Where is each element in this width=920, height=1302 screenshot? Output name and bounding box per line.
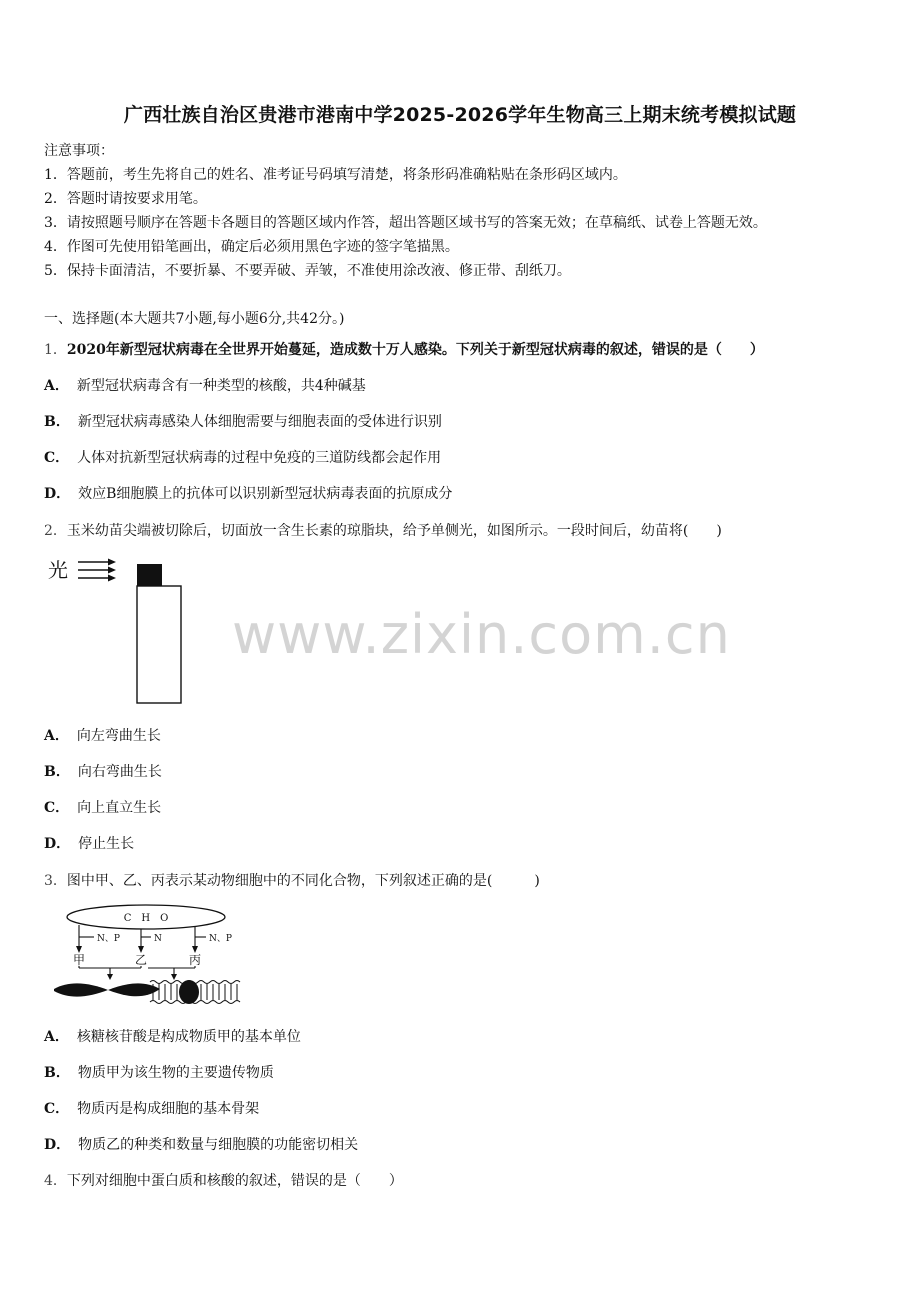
option-letter: D．	[44, 836, 71, 852]
note-item-5: 5．保持卡面清洁，不要折暴、不要弄破、弄皱，不准使用涂改液、修正带、刮纸刀。	[44, 263, 571, 279]
option-text: 物质乙的种类和数量与细胞膜的功能密切相关	[78, 1137, 359, 1153]
option-letter: A．	[44, 728, 69, 744]
question-4	[44, 1170, 403, 1190]
option-letter: B．	[44, 1065, 70, 1081]
page-title: 广西壮族自治区贵港市港南中学2025-2026学年生物高三上期末统考模拟试题	[123, 104, 797, 126]
option-text: 向右弯曲生长	[77, 764, 162, 780]
watermark: www.zixin.com.cn	[232, 603, 731, 666]
compound-bing: 丙	[189, 953, 202, 967]
q3-option-a	[44, 1026, 301, 1046]
option-text: 核糖核苷酸是构成物质甲的基本单位	[76, 1029, 301, 1045]
option-text: 新型冠状病毒含有一种类型的核酸，共4种碱基	[76, 378, 366, 394]
light-arrows-icon	[78, 559, 116, 582]
note-item-1: 1．答题前，考生先将自己的姓名、准考证号码填写清楚，将条形码准确粘贴在条形码区域内。	[44, 167, 627, 183]
option-text: 人体对抗新型冠状病毒的过程中免疫的三道防线都会起作用	[77, 450, 442, 466]
option-text: 向左弯曲生长	[76, 728, 161, 744]
note-item-4: 4．作图可先使用铅笔画出，确定后必须用黑色字迹的签字笔描黑。	[44, 239, 459, 255]
note-item-3: 3．请按照题号顺序在答题卡各题目的答题区域内作答，超出答题区域书写的答案无效；在草稿纸、试卷上答题无效。	[44, 215, 767, 231]
light-label: 光	[48, 558, 68, 582]
option-text: 物质甲为该生物的主要遗传物质	[77, 1065, 274, 1081]
question-2	[44, 520, 722, 540]
question-number: 1．	[44, 342, 67, 358]
arrow-label-np-1: N、P	[97, 934, 120, 944]
question-stem: 玉米幼苗尖端被切除后，切面放一含生长素的琼脂块，给予单侧光，如图所示。一段时间后，幼苗将( )	[66, 523, 722, 539]
question-stem: 2020年新型冠状病毒在全世界开始蔓延，造成数十万人感染。下列关于新型冠状病毒的叙述，错误的是（ ）	[66, 342, 764, 358]
question-number: 3．	[44, 873, 67, 889]
option-letter: C．	[44, 800, 70, 816]
agar-block	[137, 564, 162, 586]
question-1	[44, 339, 764, 359]
option-letter: A．	[44, 378, 69, 394]
question-number: 2．	[44, 523, 67, 539]
q3-option-d	[44, 1134, 358, 1154]
question-3	[44, 870, 540, 890]
q2-option-a	[44, 725, 161, 745]
option-text: 物质丙是构成细胞的基本骨架	[77, 1101, 260, 1117]
option-letter: D．	[44, 1137, 71, 1153]
option-letter: B．	[44, 414, 70, 430]
option-text: 效应B细胞膜上的抗体可以识别新型冠状病毒表面的抗原成分	[78, 486, 453, 502]
q2-option-d	[44, 833, 134, 853]
notes-heading: 注意事项：	[44, 143, 114, 159]
seedling-stem	[137, 586, 181, 703]
option-letter: D．	[44, 486, 71, 502]
q1-option-d	[44, 483, 452, 503]
q2-option-c	[44, 797, 161, 817]
section-heading: 一、选择题(本大题共7小题,每小题6分,共42分。)	[44, 311, 345, 327]
compound-jia: 甲	[73, 953, 86, 967]
option-letter: C．	[44, 1101, 70, 1117]
question-stem: 下列对细胞中蛋白质和核酸的叙述，错误的是（ ）	[66, 1173, 403, 1189]
arrow-label-n: N	[154, 934, 162, 944]
option-letter: A．	[44, 1029, 69, 1045]
question-number: 4．	[44, 1173, 67, 1189]
q3-option-b	[44, 1062, 274, 1082]
arrow-label-np-2: N、P	[209, 934, 232, 944]
chromosome-icon	[54, 983, 160, 996]
seedling-light-figure	[44, 556, 194, 708]
question-stem: 图中甲、乙、丙表示某动物细胞中的不同化合物，下列叙述正确的是( )	[66, 873, 540, 889]
elements-text: C H O	[123, 913, 169, 924]
option-text: 停止生长	[78, 836, 135, 852]
q1-option-b	[44, 411, 442, 431]
option-text: 向上直立生长	[77, 800, 162, 816]
q1-option-a	[44, 375, 366, 395]
option-letter: C．	[44, 450, 70, 466]
option-text: 新型冠状病毒感染人体细胞需要与细胞表面的受体进行识别	[77, 414, 442, 430]
q2-option-b	[44, 761, 162, 781]
q3-option-c	[44, 1098, 259, 1118]
compound-yi: 乙	[135, 953, 148, 967]
compound-diagram	[50, 902, 250, 1008]
membrane-protein-icon	[179, 980, 199, 1004]
q1-option-c	[44, 447, 441, 467]
option-letter: B．	[44, 764, 70, 780]
note-item-2: 2．答题时请按要求用笔。	[44, 191, 207, 207]
